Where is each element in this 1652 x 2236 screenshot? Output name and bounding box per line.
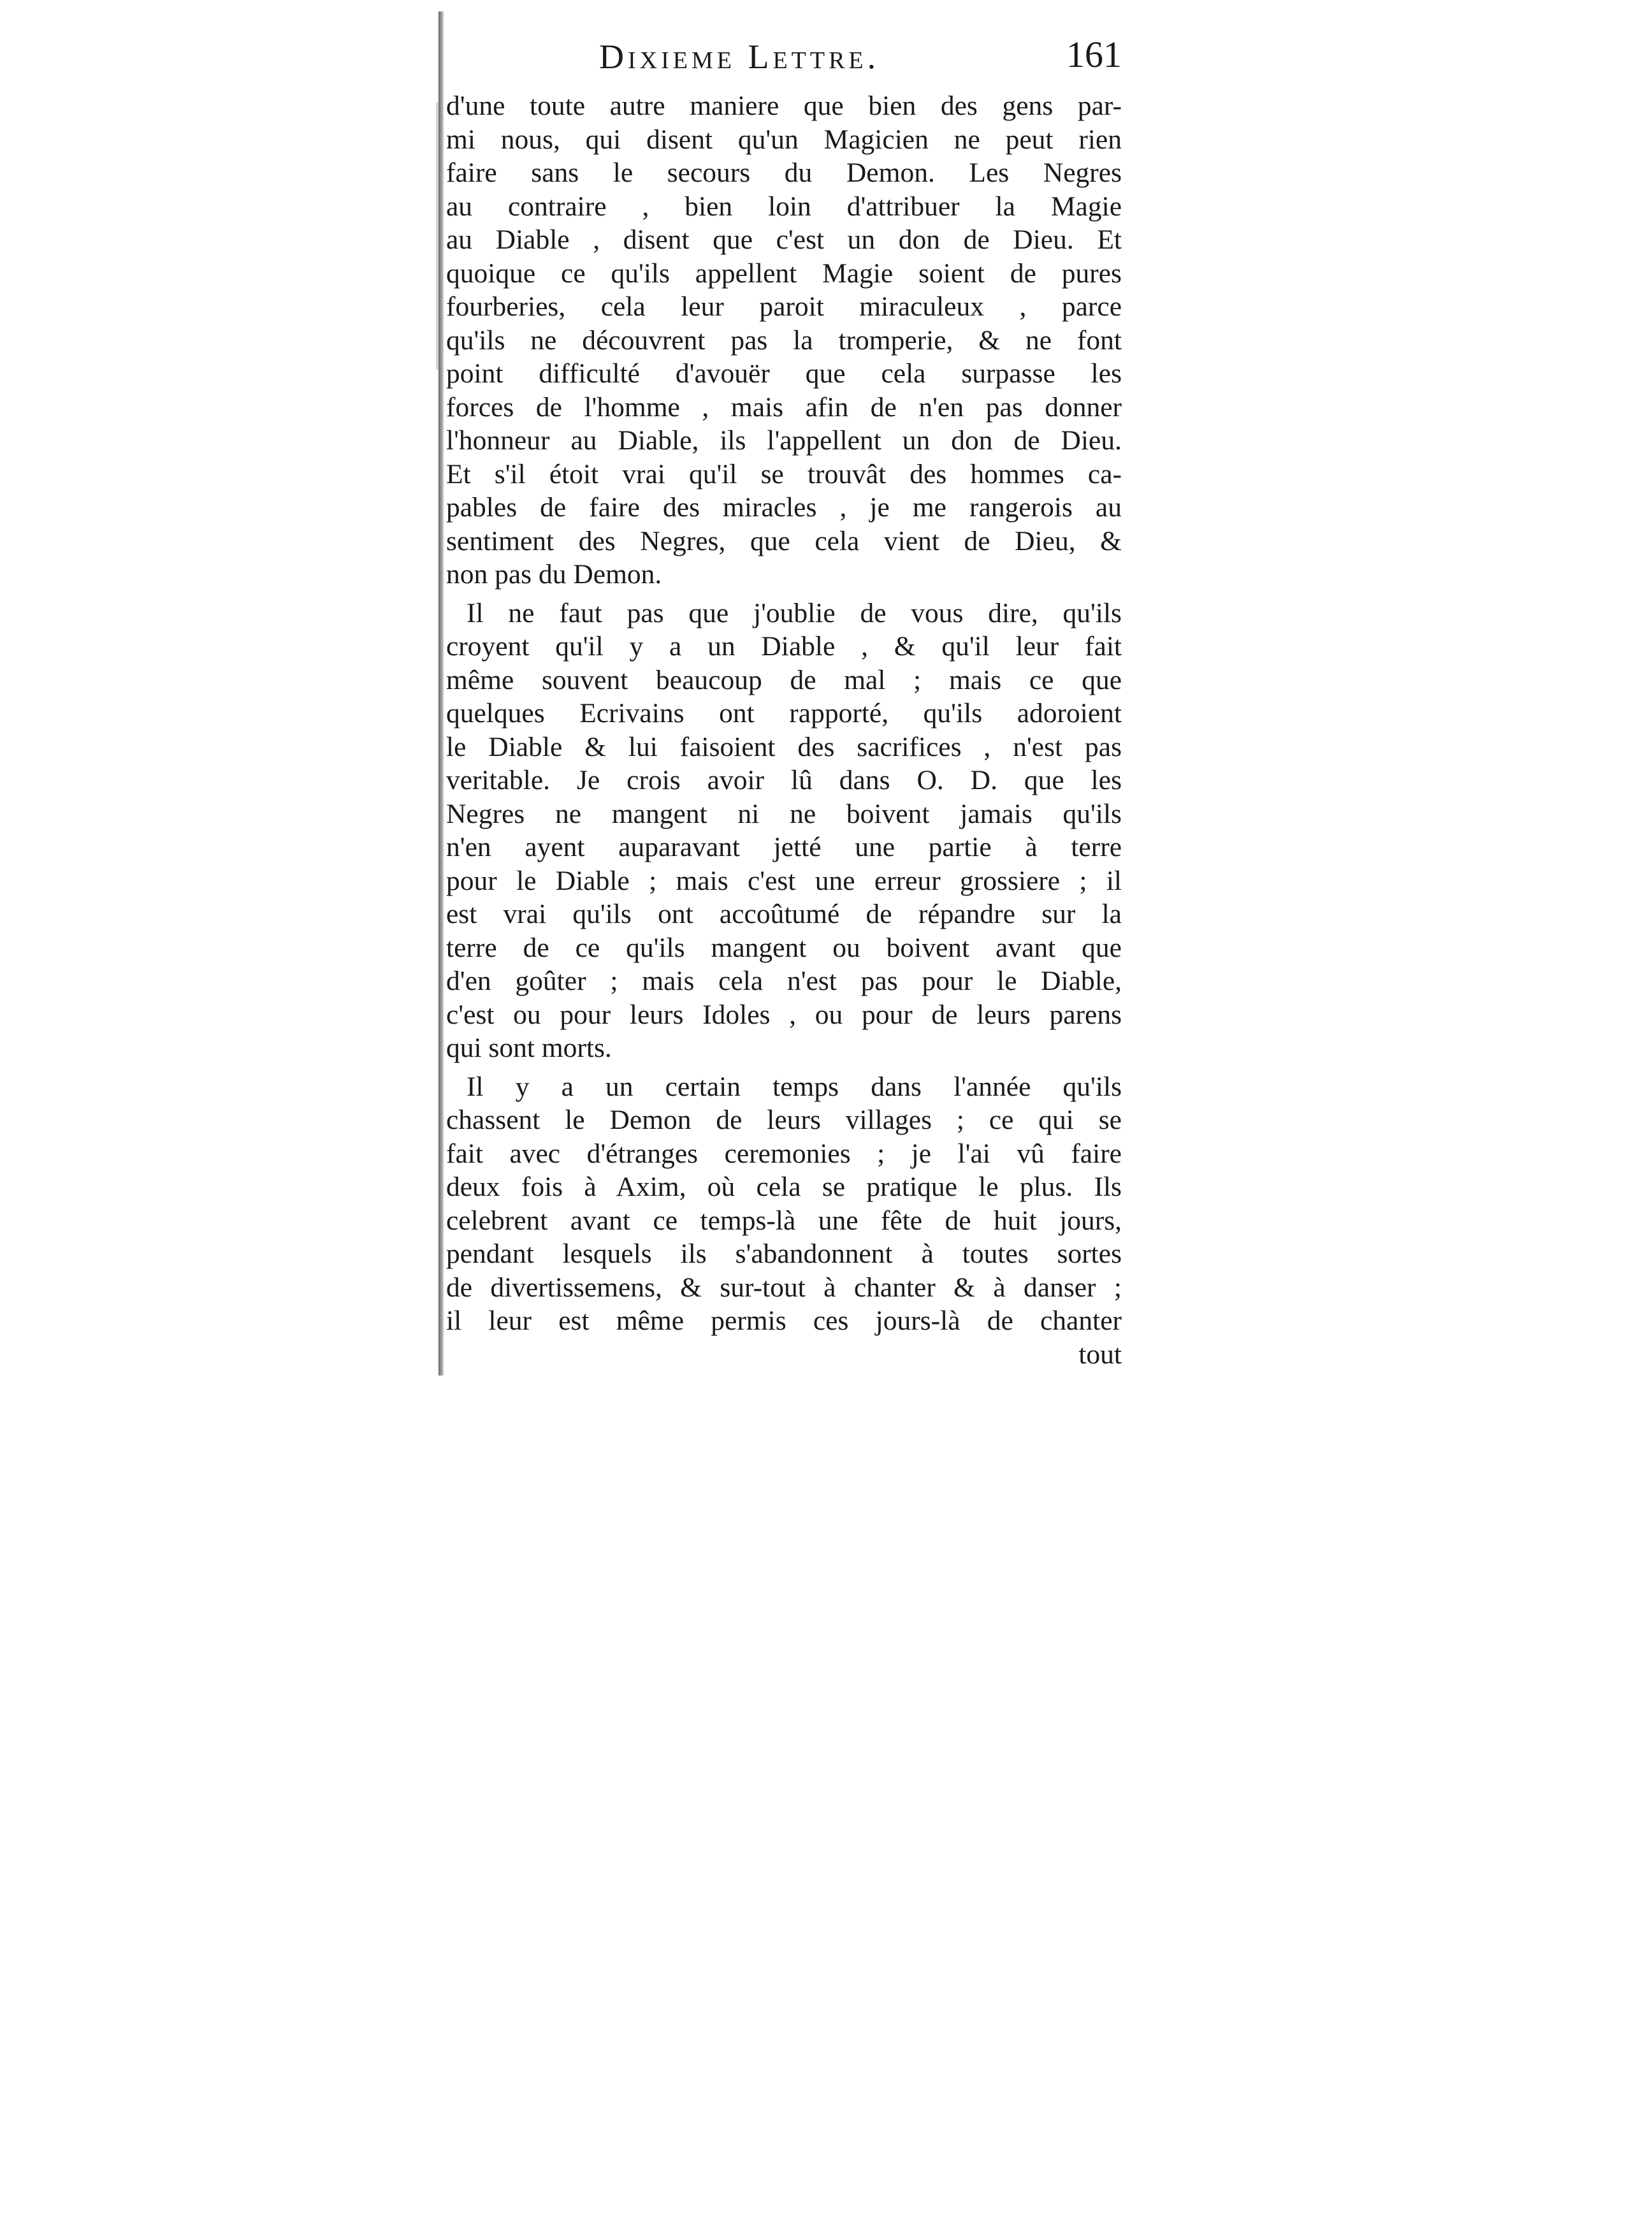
text-line: point difficulté d'avouër que cela surpasse les: [446, 358, 1122, 389]
text-line: de divertissemens, & sur-tout à chanter & à danser ;: [446, 1272, 1122, 1303]
text-line: celebrent avant ce temps-là une fête de huit jours,: [446, 1205, 1122, 1236]
binding-gutter-shadow: [438, 11, 444, 1376]
text-line: terre de ce qu'ils mangent ou boivent avant que: [446, 932, 1122, 963]
text-line: au contraire , bien loin d'attribuer la Magie: [446, 191, 1122, 222]
catchword: tout: [1078, 1339, 1122, 1370]
text-line: est vrai qu'ils ont accoûtumé de répandre sur la: [446, 899, 1122, 929]
paragraph-3: [446, 1070, 1122, 1338]
paragraph-1: [446, 89, 1122, 592]
text-line: Et s'il étoit vrai qu'il se trouvât des hommes ca-: [446, 458, 1122, 490]
text-line: mi nous, qui disent qu'un Magicien ne peut rien: [446, 124, 1122, 155]
paragraph-2: [446, 597, 1122, 1065]
text-line: il leur est même permis ces jours-là de chanter: [446, 1305, 1122, 1336]
text-line: le Diable & lui faisoient des sacrifices , n'est pas: [446, 731, 1122, 762]
text-line: au Diable , disent que c'est un don de Dieu. Et: [446, 224, 1122, 255]
text-line: fourberies, cela leur paroit miraculeux , parce: [446, 291, 1122, 322]
body-text: [446, 89, 1122, 1371]
text-line: d'en goûter ; mais cela n'est pas pour le Diable,: [446, 966, 1122, 996]
text-line: non pas du Demon.: [446, 559, 662, 590]
text-line: faire sans le secours du Demon. Les Negres: [446, 157, 1122, 188]
text-line: même souvent beaucoup de mal ; mais ce que: [446, 664, 1122, 695]
text-line: d'une toute autre maniere que bien des gens par-: [446, 91, 1122, 121]
text-line: sentiment des Negres, que cela vient de Dieu, &: [446, 525, 1122, 556]
text-line: quoique ce qu'ils appellent Magie soient de pures: [446, 258, 1122, 289]
text-line: qu'ils ne découvrent pas la tromperie, & ne font: [446, 324, 1122, 356]
text-line: croyent qu'il y a un Diable , & qu'il leur fait: [446, 631, 1122, 662]
text-line: c'est ou pour leurs Idoles , ou pour de leurs parens: [446, 999, 1122, 1030]
text-line: pour le Diable ; mais c'est une erreur grossiere ; il: [446, 865, 1122, 896]
text-line: pendant lesquels ils s'abandonnent à toutes sortes: [446, 1238, 1122, 1269]
text-line: chassent le Demon de leurs villages ; ce qui se: [446, 1105, 1122, 1135]
text-line: quelques Ecrivains ont rapporté, qu'ils adoroient: [446, 698, 1122, 729]
text-line: pables de faire des miracles , je me rangerois au: [446, 492, 1122, 523]
text-line: qui sont morts.: [446, 1033, 612, 1063]
text-line: Negres ne mangent ni ne boivent jamais qu'ils: [446, 798, 1122, 829]
text-line: fait avec d'étranges ceremonies ; je l'ai vû faire: [446, 1138, 1122, 1169]
running-title: Dixieme Lettre.: [599, 38, 880, 76]
text-line: deux fois à Axim, où cela se pratique le plus. Ils: [446, 1172, 1122, 1202]
text-line: Il ne faut pas que j'oublie de vous dire, qu'ils: [467, 597, 1122, 628]
gutter-smudge: [436, 102, 438, 370]
page-header: [599, 34, 1122, 82]
page-number: 161: [1066, 34, 1122, 75]
text-line: l'honneur au Diable, ils l'appellent un don de Dieu.: [446, 425, 1122, 456]
text-line: n'en ayent auparavant jetté une partie à terre: [446, 832, 1122, 862]
text-line: Il y a un certain temps dans l'année qu'ils: [467, 1071, 1122, 1102]
text-line: veritable. Je crois avoir lû dans O. D. que les: [446, 765, 1122, 795]
text-line: forces de l'homme , mais afin de n'en pas donner: [446, 391, 1122, 423]
